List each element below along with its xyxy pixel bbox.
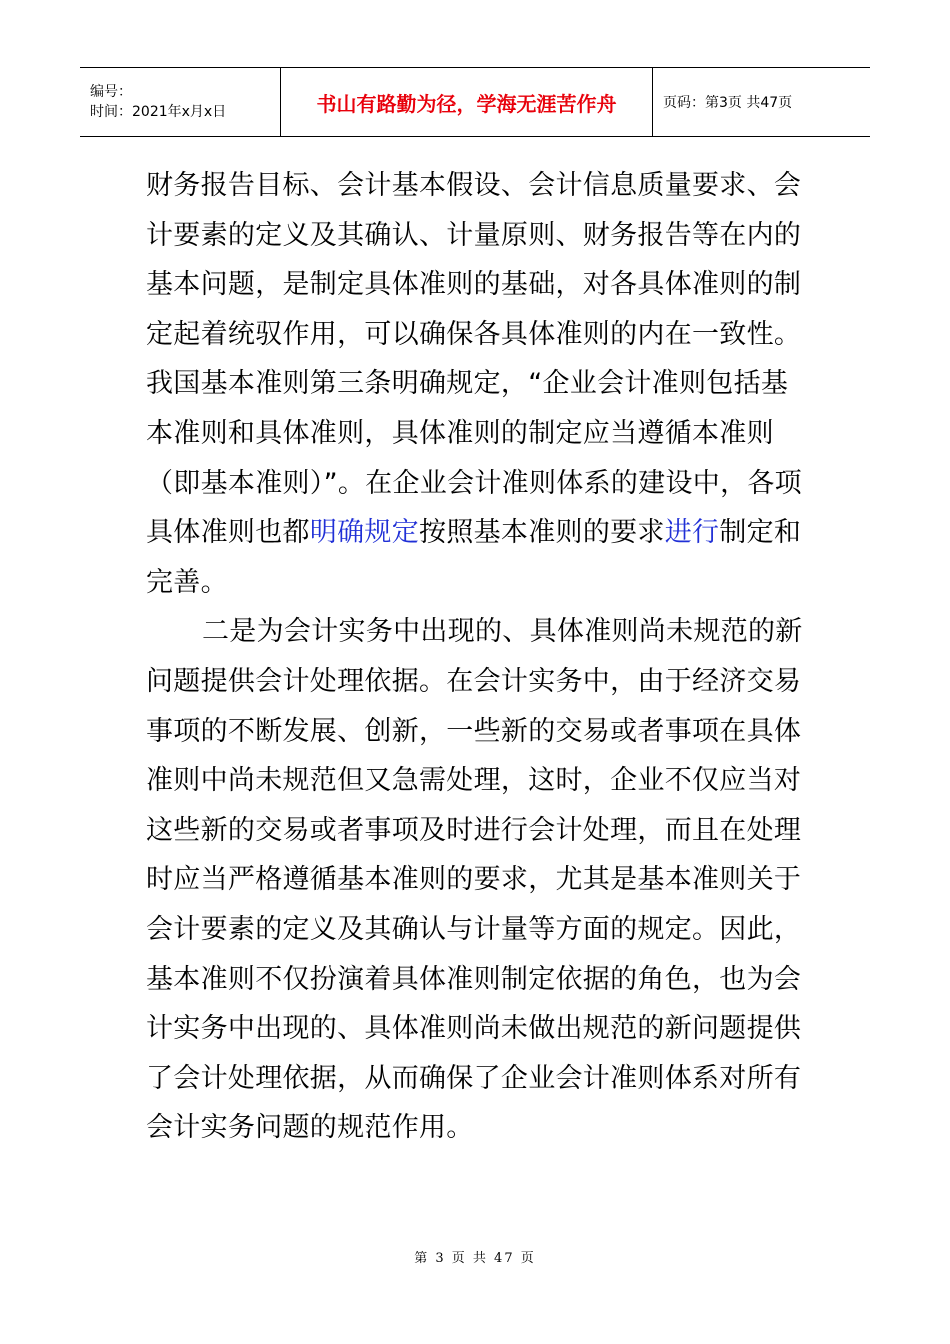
paragraph-1-text-a: 财务报告目标、会计基本假设、会计信息质量要求、会计要素的定义及其确认、计量原则、财务报告等在内的基本问题，是制定具体准则的基础，对各具体准则的制定起着统驭作用，可以确保各具体准则的内在一致性。我国基本准则第三条明确规定，“企业会计准则包括基本准则和具体准则，具体准则的制定应当遵循本准则（即基本准则）”。在企业会计准则体系的建设中，各项具体准则也都	[146, 170, 802, 549]
motto-text: 书山有路勤为径，学海无涯苦作舟	[316, 91, 617, 116]
paragraph-2: 二是为会计实务中出现的、具体准则尚未规范的新问题提供会计处理依据。在会计实务中，由于经济交易事项的不断发展、创新，一些新的交易或者事项在具体准则中尚未规范但又急需处理，这时，企业不仅应当对这些新的交易或者事项及时进行会计处理，而且在处理时应当严格遵循基本准则的要求，尤其是基本准则关于会计要素的定义及其确认与计量等方面的规定。因此，基本准则不仅扮演着具体准则制定依据的角色，也为会计实务中出现的、具体准则尚未做出规范的新问题提供了会计处理依据，从而确保了企业会计准则体系对所有会计实务问题的规范作用。	[146, 616, 803, 1144]
header-page-info	[653, 68, 870, 136]
header-motto	[281, 68, 653, 136]
paragraph-1-text-b: 按照基本准则的要求	[419, 517, 665, 549]
page-footer: 第 3 页 共 47 页	[414, 1251, 536, 1266]
header-meta	[80, 68, 281, 136]
date-label: 时间：2021年x月x日	[90, 104, 227, 120]
link-carry-out[interactable]: 进行	[664, 517, 720, 549]
paragraph-1	[146, 161, 806, 607]
serial-number-label: 编号：	[90, 84, 132, 100]
link-explicit-rules[interactable]: 明确规定	[309, 517, 420, 549]
document-header	[80, 67, 870, 137]
document-body	[146, 161, 806, 1153]
page-info-text: 页码：第3页 共47页	[663, 95, 793, 111]
paragraph-1-text-c: 制定和完善。	[146, 517, 802, 598]
